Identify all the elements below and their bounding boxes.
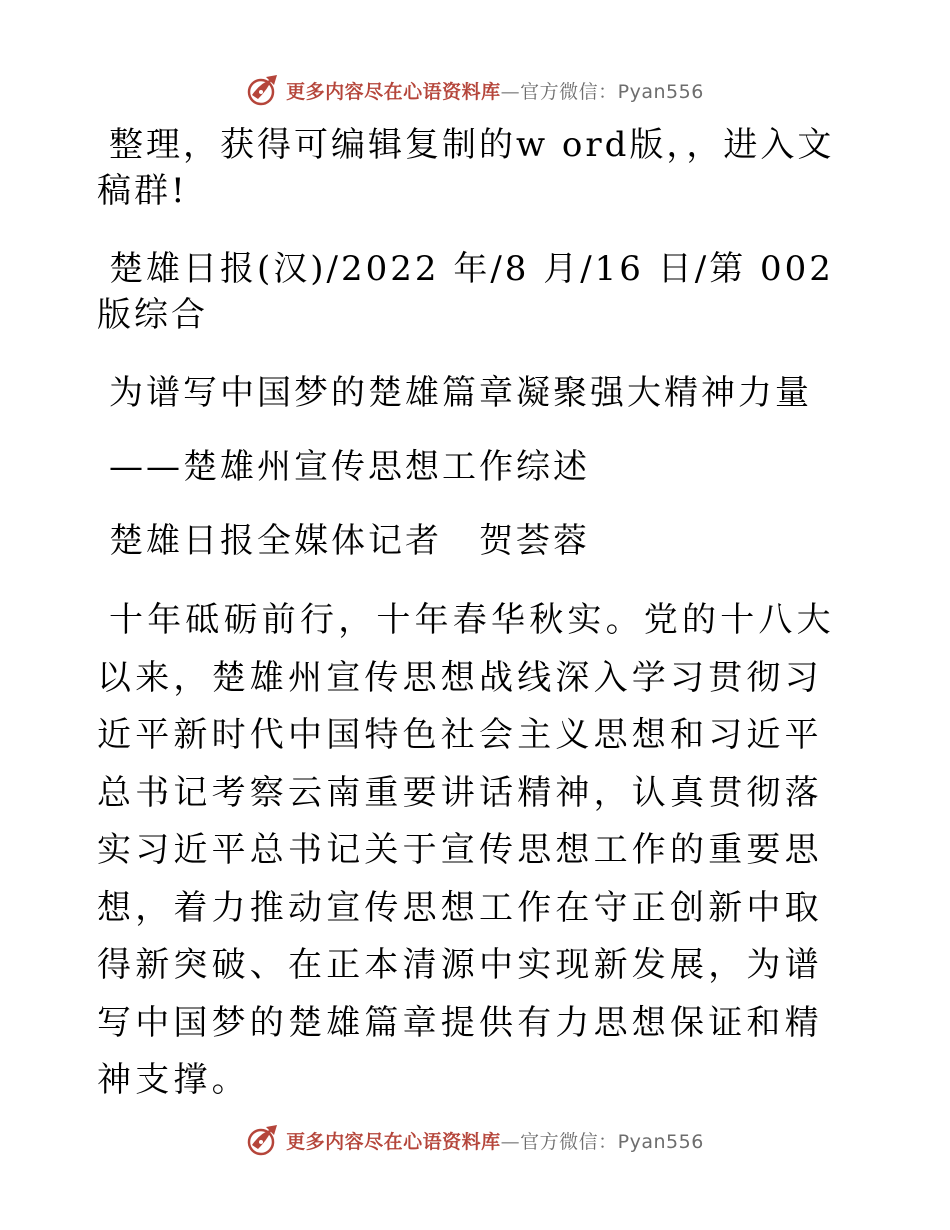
header-contact-text: 官方微信：Pyan556 — [520, 80, 704, 103]
header-banner — [0, 70, 950, 110]
pen-nib-icon — [246, 73, 280, 107]
article-title: 为谱写中国梦的楚雄篇章凝聚强大精神力量 — [109, 373, 812, 413]
header-main-text: 更多内容尽在心语资料库 — [286, 80, 501, 103]
body-paragraph: 十年砥砺前行，十年春华秋实。党的十八大以来，楚雄州宣传思想战线深入学习贯彻习近平新时代中国特色社会主义思想和习近平总书记考察云南重要讲话精神，认真贯彻落实习近平总书记关于宣传思想工作的重要思想，着力推动宣传思想工作在守正创新中取得新突破、在正本清源中实现新发展，为谱写中国梦的楚雄篇章提供有力思想保证和精神支撑。 — [97, 600, 835, 1100]
document-body — [97, 122, 857, 1110]
intro-paragraph: 整理，获得可编辑复制的w ord版，，进入文稿群! — [97, 125, 835, 211]
footer-separator: — — [500, 1130, 521, 1153]
pen-nib-icon — [246, 1123, 280, 1157]
footer-main-text: 更多内容尽在心语资料库 — [286, 1130, 501, 1153]
footer-contact-text: 官方微信：Pyan556 — [520, 1130, 704, 1153]
article-subtitle: ——楚雄州宣传思想工作综述 — [109, 447, 590, 487]
footer-text — [286, 1127, 704, 1154]
source-line: 楚雄日报(汉)/2022 年/8 月/16 日/第 002 版综合 — [97, 249, 834, 335]
header-separator: — — [500, 80, 521, 103]
author-line: 楚雄日报全媒体记者 贺荟蓉 — [109, 521, 590, 561]
footer-banner — [0, 1120, 950, 1160]
header-text — [286, 77, 704, 104]
